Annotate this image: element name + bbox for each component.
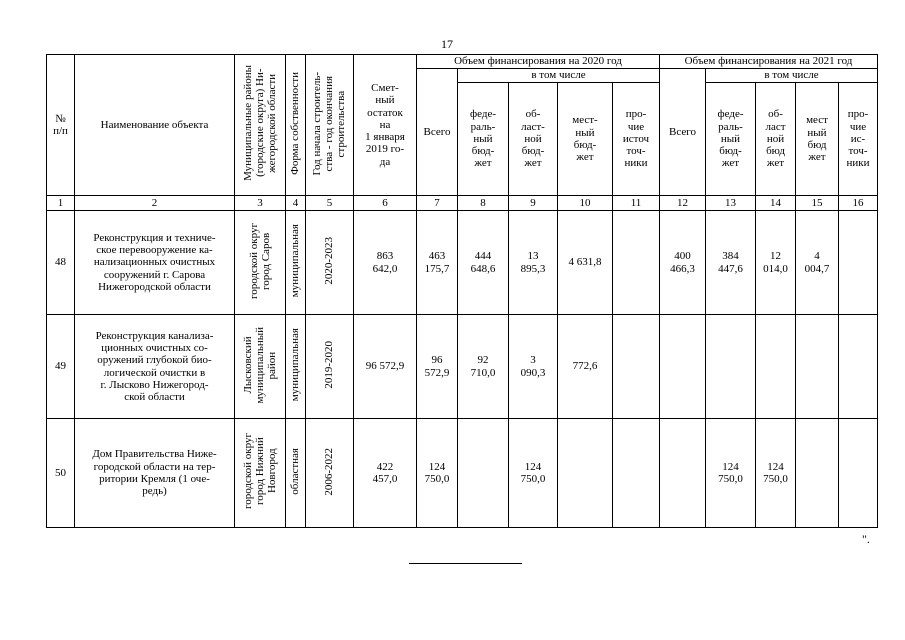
local-2020: 4 631,8 <box>558 211 613 315</box>
federal-2020: 92 710,0 <box>458 315 509 419</box>
total-2020: 96 572,9 <box>417 315 458 419</box>
header-fin-2021: Объем финансирования на 2021 год <box>660 55 878 69</box>
object-name: Дом Правительства Ниже- городской области на тер- ритории Кремля (1 оче- редь) <box>75 419 235 528</box>
header-fin-2020: Объем финансирования на 2020 год <box>417 55 660 69</box>
header-local-2021: мест ный бюд жет <box>796 83 839 196</box>
object-name: Реконструкция канализа- ционных очистных со- оружений глубокой био- логической очистки в г. Лысково Нижегород- ской области <box>75 315 235 419</box>
district: Лысковский муниципальный район <box>235 315 286 419</box>
ownership: муниципальная <box>286 315 306 419</box>
header-federal-2021: феде- раль- ный бюд- жет <box>706 83 756 196</box>
ownership: областная <box>286 419 306 528</box>
balance: 422 457,0 <box>354 419 417 528</box>
ownership: муниципальная <box>286 211 306 315</box>
header-ownership: Форма собственности <box>286 55 306 196</box>
other-2020 <box>613 419 660 528</box>
federal-2021 <box>706 315 756 419</box>
header-including-2021: в том числе <box>706 69 878 83</box>
regional-2020: 124 750,0 <box>509 419 558 528</box>
regional-2020: 13 895,3 <box>509 211 558 315</box>
federal-2020: 444 648,6 <box>458 211 509 315</box>
column-number: 5 <box>306 196 354 211</box>
column-number: 3 <box>235 196 286 211</box>
footer-separator-line <box>409 563 522 564</box>
years: 2006-2022 <box>306 419 354 528</box>
table-row <box>47 419 878 528</box>
table-row <box>47 211 878 315</box>
total-2020: 124 750,0 <box>417 419 458 528</box>
district: городской округ город Нижний Новгород <box>235 419 286 528</box>
column-number: 16 <box>839 196 878 211</box>
header-row-1 <box>47 55 878 69</box>
local-2021 <box>796 315 839 419</box>
header-federal-2020: феде- раль- ный бюд- жет <box>458 83 509 196</box>
years: 2019-2020 <box>306 315 354 419</box>
other-2020 <box>613 211 660 315</box>
header-regional-2020: об- ласт- ной бюд- жет <box>509 83 558 196</box>
balance: 96 572,9 <box>354 315 417 419</box>
total-2021 <box>660 419 706 528</box>
federal-2021: 124 750,0 <box>706 419 756 528</box>
regional-2021: 12 014,0 <box>756 211 796 315</box>
column-number: 4 <box>286 196 306 211</box>
total-2021: 400 466,3 <box>660 211 706 315</box>
regional-2021: 124 750,0 <box>756 419 796 528</box>
financing-table <box>46 54 878 528</box>
row-number: 48 <box>47 211 75 315</box>
other-2021 <box>839 315 878 419</box>
header-including-2020: в том числе <box>458 69 660 83</box>
header-name: Наименование объекта <box>75 55 235 196</box>
total-2021 <box>660 315 706 419</box>
header-other-2021: про- чие ис- точ- ники <box>839 83 878 196</box>
header-total-2020: Всего <box>417 69 458 196</box>
column-number: 13 <box>706 196 756 211</box>
column-number: 14 <box>756 196 796 211</box>
balance: 863 642,0 <box>354 211 417 315</box>
row-number: 49 <box>47 315 75 419</box>
column-number: 2 <box>75 196 235 211</box>
column-number: 7 <box>417 196 458 211</box>
column-number: 15 <box>796 196 839 211</box>
federal-2020 <box>458 419 509 528</box>
other-2021 <box>839 419 878 528</box>
page-number: 17 <box>441 37 453 51</box>
header-regional-2021: об- ласт ной бюд жет <box>756 83 796 196</box>
object-name: Реконструкция и техниче- ское перевооружение ка- нализационных очистных сооружений г. Сарова Нижегородской области <box>75 211 235 315</box>
column-number: 11 <box>613 196 660 211</box>
header-total-2021: Всего <box>660 69 706 196</box>
header-years: Год начала строитель- ства - год окончания строительства <box>306 55 354 196</box>
regional-2021 <box>756 315 796 419</box>
local-2020 <box>558 419 613 528</box>
column-number-row <box>47 196 878 211</box>
column-number: 10 <box>558 196 613 211</box>
total-2020: 463 175,7 <box>417 211 458 315</box>
column-number: 6 <box>354 196 417 211</box>
local-2021: 4 004,7 <box>796 211 839 315</box>
local-2021 <box>796 419 839 528</box>
closing-quote-mark: ". <box>862 532 870 546</box>
header-balance: Смет- ный остаток на 1 января 2019 го- да <box>354 55 417 196</box>
column-number: 12 <box>660 196 706 211</box>
other-2021 <box>839 211 878 315</box>
header-districts: Муниципальные районы (городские округа) Ни- жегородской области <box>235 55 286 196</box>
other-2020 <box>613 315 660 419</box>
years: 2020-2023 <box>306 211 354 315</box>
regional-2020: 3 090,3 <box>509 315 558 419</box>
local-2020: 772,6 <box>558 315 613 419</box>
federal-2021: 384 447,6 <box>706 211 756 315</box>
district: городской округ город Саров <box>235 211 286 315</box>
column-number: 8 <box>458 196 509 211</box>
header-local-2020: мест- ный бюд- жет <box>558 83 613 196</box>
column-number: 1 <box>47 196 75 211</box>
header-other-2020: про- чие источ точ- ники <box>613 83 660 196</box>
table-row <box>47 315 878 419</box>
row-number: 50 <box>47 419 75 528</box>
column-number: 9 <box>509 196 558 211</box>
header-no: № п/п <box>47 55 75 196</box>
